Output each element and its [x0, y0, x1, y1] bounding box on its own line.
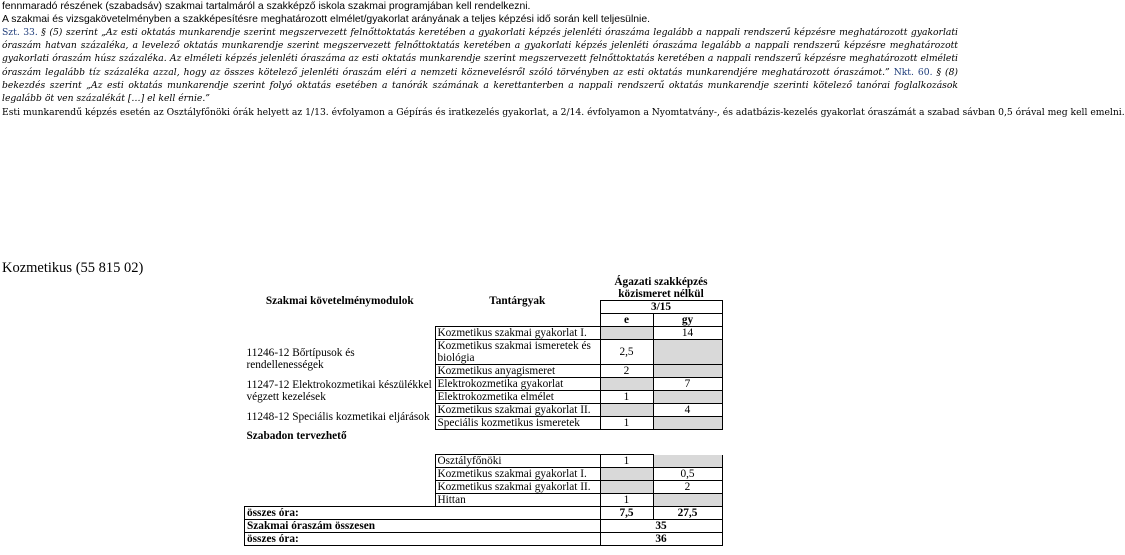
- gy-cell: [653, 417, 722, 430]
- gy-cell: [653, 340, 722, 365]
- subject-cell: Osztályfőnöki: [435, 455, 600, 468]
- table-row: [245, 455, 723, 468]
- e-cell: 1: [600, 455, 653, 468]
- e-cell: [600, 404, 653, 417]
- subject-cell: Kozmetikus szakmai gyakorlat I.: [435, 468, 600, 481]
- curriculum-table: [244, 276, 723, 546]
- table-row: [245, 327, 723, 340]
- table-row: [245, 340, 723, 365]
- e-cell: [600, 481, 653, 494]
- professional-sum-label: Szakmai óraszám összesen: [245, 520, 601, 533]
- header-e: e: [600, 314, 653, 327]
- grand-total-row: [245, 533, 723, 546]
- e-cell: [600, 378, 653, 391]
- grand-total-label: összes óra:: [245, 533, 601, 546]
- gy-cell: 2: [653, 481, 722, 494]
- gy-cell: [653, 391, 722, 404]
- szt-quote: § (5) szerint „Az esti oktatás munkarendje szerint megszervezett felnőttoktatás keretében a gyakorlati képzés jelenléti óraszáma legalább a nappali rendszerű képzésre meghatározott gyakorlati óraszám hatvan százaléka, a levelező oktatás munkarendje szerint megszervezett felnőttoktatás keretében a gyakorlati képzés jelenléti óraszáma legalább a nappali rendszerű képzésre meghatározott gyakorlati óraszám húsz százaléka. Az elméleti képzés jelenléti óraszáma az esti oktatás munkarendje szerint megszervezett felnőttoktatás keretében a nappali rendszerű képzésre meghatározott elméleti óraszám legalább tíz százaléka azzal, hogy az összes kötelező jelenléti óraszám eléri a nemzeti köznevelésről szóló törvényben az esti oktatás munkarendjére meghatározott óraszámot.”: [2, 27, 958, 78]
- page-title: Kozmetikus (55 815 02): [2, 260, 144, 276]
- subject-cell: Hittan: [435, 494, 600, 507]
- document-text: [2, 0, 1125, 119]
- e-cell: [600, 327, 653, 340]
- e-cell: 2: [600, 365, 653, 378]
- header-year: 3/15: [600, 301, 722, 314]
- subject-cell: Kozmetikus szakmai gyakorlat I.: [435, 327, 600, 340]
- total-label: összes óra:: [245, 507, 601, 520]
- intro-line-1: fennmaradó részének (szabadsáv) szakmai tartalmáról a szakképző iskola szakmai programjában kell rendelkezni.: [2, 1, 531, 12]
- table-row: [245, 430, 723, 443]
- header-modules: Szakmai követelménymodulok: [265, 295, 414, 308]
- intro-line-2: A szakmai és vizsgakövetelményben a szakképesítésre meghatározott elmélet/gyakorlat arányának a teljes képzési idő során kell teljesülnie.: [2, 14, 651, 25]
- table-row: [245, 494, 723, 507]
- total-row: [245, 507, 723, 520]
- header-group-l1: Ágazati szakképzés: [614, 276, 708, 288]
- e-cell: 1: [600, 391, 653, 404]
- table-row: [245, 378, 723, 391]
- gy-cell: 4: [653, 404, 722, 417]
- nkt-quote: § (8) bekezdés szerint „Az esti oktatás munkarendje szerint folyó oktatás esetében a tanórák számának a kerettanterben a nappali rendszerű oktatás munkarendje szerinti kötelező tanórai foglalkozások legalább öt ven százalékát […] el kell érnie.”: [2, 66, 959, 105]
- gy-cell: [653, 494, 722, 507]
- table-row: [245, 468, 723, 481]
- table-row: [245, 442, 723, 455]
- gy-cell: [653, 455, 722, 468]
- gy-cell: 7: [653, 378, 722, 391]
- subject-cell: Elektrokozmetika elmélet: [435, 391, 600, 404]
- header-gy: gy: [653, 314, 722, 327]
- subject-cell: Kozmetikus szakmai gyakorlat II.: [435, 481, 600, 494]
- e-cell: 2,5: [600, 340, 653, 365]
- e-cell: [600, 468, 653, 481]
- table-row: [245, 481, 723, 494]
- subject-cell: Elektrokozmetika gyakorlat: [435, 378, 600, 391]
- e-cell: 1: [600, 417, 653, 430]
- header-subjects: Tantárgyak: [489, 295, 546, 307]
- header-group-l2: közismeret nélkül: [600, 288, 722, 301]
- professional-sum-row: [245, 520, 723, 533]
- nkt-reference-link[interactable]: Nkt. 60.: [889, 66, 933, 78]
- module-cell: 11247-12 Elektrokozmetikai készülékkel végzett kezelések: [246, 378, 432, 403]
- total-e: 7,5: [600, 507, 653, 520]
- subject-cell: Kozmetikus anyagismeret: [435, 365, 600, 378]
- professional-sum-value: 35: [600, 520, 722, 533]
- subject-cell: Kozmetikus szakmai ismeretek és biológia: [435, 340, 600, 365]
- gy-cell: [653, 365, 722, 378]
- total-gy: 27,5: [653, 507, 722, 520]
- subject-cell: Kozmetikus szakmai gyakorlat II.: [435, 404, 600, 417]
- gy-cell: 0,5: [653, 468, 722, 481]
- evening-schedule-note: Esti munkarendű képzés esetén az Osztályfőnöki órák helyett az 1/13. évfolyamon a Gépírás és iratkezelés gyakorlat, a 2/14. évfolyamon a Nyomtatvány-, és adatbázis-kezelés gyakorlat óraszámát a szabad sávban 0,5 órával meg kell emelni.: [2, 107, 1125, 119]
- module-cell: 11248-12 Speciális kozmetikai eljárások: [246, 410, 430, 423]
- szt-reference-link[interactable]: Szt. 33.: [2, 27, 38, 38]
- gy-cell: 14: [653, 327, 722, 340]
- module-cell: 11246-12 Bőrtípusok és rendellenességek: [246, 346, 355, 371]
- subject-cell: Speciális kozmetikus ismeretek: [435, 417, 600, 430]
- e-cell: 1: [600, 494, 653, 507]
- grand-total-value: 36: [600, 533, 722, 546]
- table-row: [245, 404, 723, 417]
- module-cell: Szabadon tervezhető: [246, 429, 347, 442]
- legal-paragraph: [2, 26, 958, 105]
